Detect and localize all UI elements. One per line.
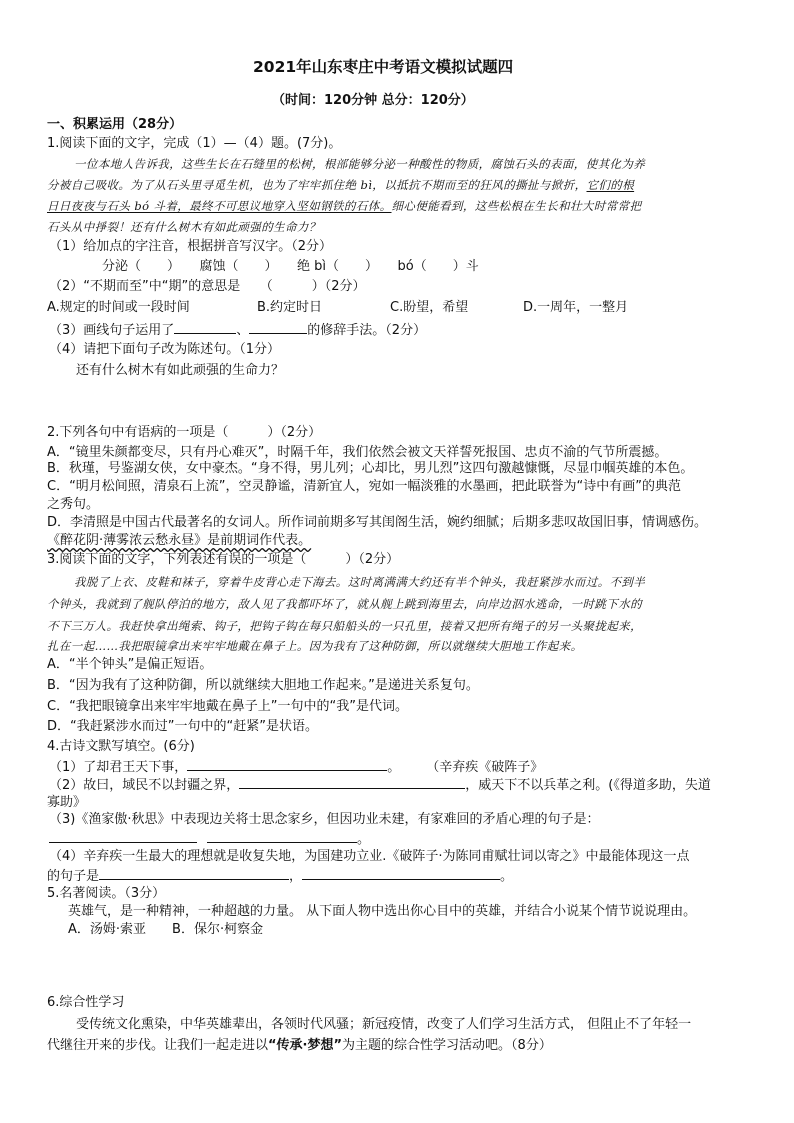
answer-blank[interactable] bbox=[302, 867, 500, 880]
q2-option-text: 《醉花阴·薄雾浓云愁永昼》是前期词作代表。 bbox=[47, 533, 312, 548]
q6-stem: 6.综合性学习 bbox=[47, 995, 125, 1010]
q3-option: C．“我把眼镜拿出来牢牢地戴在鼻子上”一句中的“我”是代词。 bbox=[47, 699, 409, 714]
q1-part4-sentence: 还有什么树木有如此顽强的生命力？ bbox=[76, 363, 285, 378]
q1-stem: 1.阅读下面的文字，完成（1）—（4）题。(7分)。 bbox=[47, 136, 342, 151]
q6-text-part: 为主题的综合性学习活动吧。（8分） bbox=[342, 1038, 552, 1053]
q4-text: （2）故曰，域民不以封疆之界， bbox=[49, 778, 240, 793]
q1-part2-option-d: D.一周年，一整月 bbox=[523, 300, 629, 315]
section-heading: 一、积累运用（28分） bbox=[47, 117, 183, 132]
q5-stem: 5.名著阅读。（3分） bbox=[47, 886, 166, 901]
q2-option-cont bbox=[47, 533, 311, 549]
q4-text: 。 （辛弃疾《破阵子》 bbox=[387, 760, 544, 775]
q1-underlined-sentence: 它们的根 bbox=[586, 178, 635, 192]
answer-blank[interactable] bbox=[249, 321, 307, 334]
q1-passage-line: 一位本地人告诉我，这些生长在石缝里的松树，根部能够分泌一种酸性的物质，腐蚀石头的表面，使其化为养 bbox=[74, 157, 646, 171]
q1-part2-option-c: C.盼望，希望 bbox=[390, 300, 469, 315]
q4-text: 的句子是 bbox=[47, 869, 100, 884]
answer-blank[interactable] bbox=[174, 321, 236, 334]
q4-text: ， bbox=[289, 869, 303, 884]
q1-passage-line bbox=[47, 177, 634, 193]
q1-passage-line bbox=[47, 198, 641, 214]
q3-passage-line: 个钟头，我就到了舰队停泊的地方，敌人见了我都吓坏了，就从舰上跳到海里去，向岸边泅水逃命，一时跳下水的 bbox=[47, 597, 642, 611]
q4-line2 bbox=[49, 776, 711, 794]
q1-underlined-sentence: 日日夜夜与石头 bó 斗着，最终不可思议地穿入坚如钢铁的石体。 bbox=[47, 199, 392, 213]
q2-option: C．“明月松间照，清泉石上流”，空灵静谧，清新宜人，宛如一幅淡雅的水墨画，把此联誉为“诗中有画”的典范 bbox=[47, 479, 682, 494]
q1-part2: （2）“不期而至”中“期”的意思是 （ ）（2分） bbox=[49, 279, 366, 294]
q4-line1 bbox=[49, 758, 543, 776]
q3-option: B．“因为我有了这种防御，所以就继续大胆地工作起来。”是递进关系复句。 bbox=[47, 678, 479, 693]
q4-line3: （3)《渔家傲·秋思》中表现边关将士思念家乡，但因功业未建，有家难回的矛盾心理的句子是： bbox=[49, 812, 600, 827]
q3-option: A．“半个钟头”是偏正短语。 bbox=[47, 657, 213, 672]
answer-blank[interactable] bbox=[239, 776, 465, 789]
q4-text: 。 bbox=[500, 869, 514, 884]
q1-part4: （4）请把下面句子改为陈述句。（1分） bbox=[49, 342, 281, 357]
q1-part3-sep: 、 bbox=[236, 323, 250, 338]
answer-blank[interactable] bbox=[49, 830, 197, 843]
page-subtitle: （时间：120分钟 总分：120分） bbox=[272, 93, 474, 108]
q1-part3-text: （3）画线句子运用了 bbox=[49, 323, 175, 338]
q1-part3 bbox=[49, 321, 426, 339]
q4-line3-blanks bbox=[49, 830, 370, 848]
q6-text bbox=[47, 1038, 552, 1054]
q4-line2-cont: 寡助》 bbox=[47, 795, 87, 810]
q5-options: A．汤姆·索亚 B．保尔·柯察金 bbox=[68, 922, 264, 937]
q1-part2-option-a: A.规定的时间或一段时间 bbox=[47, 300, 190, 315]
q2-option: B．秋瑾，号鉴湖女侠，女中豪杰。“身不得，男儿列；心却比，男儿烈”这四句激越慷慨，尽显巾帼英雄的本色。 bbox=[47, 461, 694, 476]
q4-line4-cont bbox=[47, 867, 513, 885]
q2-option: D．李清照是中国古代最著名的女词人。所作词前期多写其闺阁生活，婉约细腻；后期多悲叹故国旧事，情调感伤。 bbox=[47, 515, 708, 530]
q5-text: 英雄气，是一种精神，一种超越的力量。 从下面人物中选出你心目中的英雄，并结合小说某个情节说说理由。 bbox=[68, 904, 697, 919]
q2-option-cont: 之秀句。 bbox=[47, 497, 100, 512]
q1-passage-text: 分被自己吸收。为了从石头里寻觅生机，也为了牢牢抓住绝 bì，以抵抗不期而至的狂风的撕扯与掀折， bbox=[47, 178, 587, 192]
q4-text: 。 bbox=[357, 832, 371, 847]
q4-line4: （4）辛弃疾一生最大的理想就是收复失地，为国建功立业.《破阵子·为陈同甫赋壮词以寄之》中最能体现这一点 bbox=[49, 849, 690, 864]
q3-stem: 3.阅读下面的文字，下列表述有误的一项是（ ）（2分） bbox=[47, 552, 400, 567]
q2-stem: 2.下列各句中有语病的一项是（ ）（2分） bbox=[47, 425, 322, 440]
q3-passage-line: 不下三万人。我赶快拿出绳索、钩子，把钩子钩在每只船船头的一只孔里，接着又把所有绳子的另一头聚拢起来， bbox=[47, 619, 642, 633]
q4-text: ，威天下不以兵革之利。(《得道多助，失道 bbox=[465, 778, 711, 793]
q1-passage-line: 石头从中掙裂！还有什么树木有如此顽强的生命力？ bbox=[47, 220, 321, 234]
q2-option: A．“镜里朱颜都变尽，只有丹心难灭”，时隔千年，我们依然会被文天祥誓死报国、忠贞不渝的气节所震撼。 bbox=[47, 445, 668, 460]
q3-passage-line: 扎在一起……我把眼镜拿出来牢牢地戴在鼻子上。因为我有了这种防御，所以就继续大胆地工作起来。 bbox=[47, 639, 583, 653]
q1-part1-items: 分泌（ ） 腐蚀（ ） 绝 bì（ ） bó（ ）斗 bbox=[102, 259, 479, 274]
answer-blank[interactable] bbox=[207, 830, 357, 843]
q4-stem: 4.古诗文默写填空。(6分) bbox=[47, 739, 195, 754]
q3-option: D．“我赶紧涉水而过”一句中的“赶紧”是状语。 bbox=[47, 719, 318, 734]
answer-blank[interactable] bbox=[99, 867, 289, 880]
q4-text: （1）了却君王天下事， bbox=[49, 760, 188, 775]
q6-text-part: 代继往开来的步伐。让我们一起走进以 bbox=[47, 1038, 269, 1053]
q1-part3-text: 的修辞手法。（2分） bbox=[307, 323, 427, 338]
q6-text: 受传统文化熏染，中华英雄辈出，各领时代风骚；新冠疫情，改变了人们学习生活方式， 但阻止不了年轻一 bbox=[76, 1017, 692, 1032]
q6-theme: “传承·梦想” bbox=[268, 1038, 343, 1053]
q1-part2-option-b: B.约定时日 bbox=[257, 300, 323, 315]
answer-blank[interactable] bbox=[187, 758, 387, 771]
q3-passage-line: 我脱了上衣、皮鞋和袜子，穿着牛皮背心走下海去。这时离满满大约还有半个钟头，我赶紧涉水而过。不到半 bbox=[74, 575, 646, 589]
q1-part1: （1）给加点的字注音，根据拼音写汉字。（2分） bbox=[49, 239, 333, 254]
page-title: 2021年山东枣庄中考语文模拟试题四 bbox=[253, 58, 514, 76]
q1-passage-text: 细心便能看到，这些松根在生长和壮大时常常把 bbox=[391, 199, 642, 213]
